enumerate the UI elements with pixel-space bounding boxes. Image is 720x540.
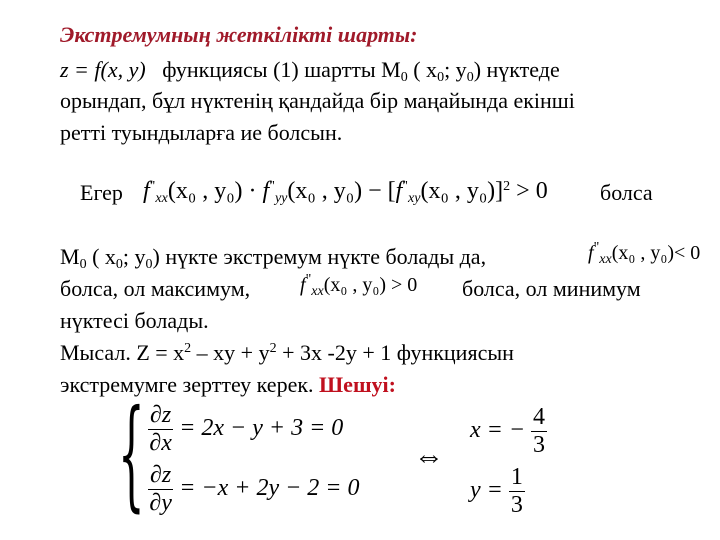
math-relation: < 0 [673,242,701,264]
text-fragment: экстремумге зерттеу керек. [60,372,314,397]
equation-rhs: = 2x − y + 3 = 0 [179,415,344,442]
section-title: Экстремумның жеткілікті шарты: [60,22,418,47]
math-superscript: " [593,240,600,255]
text-fragment: – xy + y [191,340,270,365]
math-subscript: xx [155,191,168,206]
math-superscript: " [149,179,156,194]
text-fragment: ( x [407,57,438,82]
fraction-denominator: ∂x [149,430,172,456]
math-subscript: xy [408,191,421,206]
math-relation: > 0 [516,178,548,204]
text-fragment: функциясы (1) шартты М [162,57,401,82]
solution-x [470,404,547,459]
text-fragment: ( x [86,244,116,269]
math-operator: · [248,178,257,204]
text-line-7-b: болса, ол минимум [462,276,641,301]
math-args: (x₀ , y₀) [287,178,363,204]
text-line-3: орындап, бұл нүктенің қандайда бір маңайында екінші [60,88,575,113]
math-args: (x₀ , y₀) [611,242,674,264]
equation-1 [148,402,343,457]
text-line-6 [60,244,486,270]
fraction-numerator: 1 [510,464,523,490]
subscript: 0 [437,70,445,85]
fraction-numerator: 4 [533,404,546,430]
text-fragment: ) нүктеде [473,57,560,82]
partial-fraction [148,402,173,457]
max-condition-formula [588,242,700,265]
math-subscript: xx [311,284,324,299]
partial-fraction [148,462,173,517]
superscript: 2 [184,341,192,356]
math-symbol: f [395,178,403,204]
equivalence-arrow: ⇔ [414,440,444,473]
text-fragment: ; y [444,57,467,82]
math-operator: − [ [368,178,396,204]
math-args: (x₀ , y₀) [420,178,496,204]
subscript: 0 [400,70,408,85]
subscript: 0 [145,257,153,272]
text-fragment: Мысал. Z = x [60,340,185,365]
math-symbol: f [143,178,150,204]
fraction-denominator: 3 [533,432,546,458]
math-superscript: 2 [503,179,511,194]
fraction-numerator: ∂z [150,462,172,488]
math-relation: > 0 [390,274,418,296]
solution-fraction [531,404,547,459]
math-operator: ] [495,178,504,204]
text-line-10 [60,372,396,398]
math-superscript: " [269,179,275,194]
subscript: 0 [115,257,123,272]
solution-lhs: x = − [470,417,526,444]
equation-2 [148,462,359,517]
text-fragment: ; y [122,244,146,269]
function-notation: z = f(x, y) [60,57,146,82]
fraction-numerator: ∂z [150,402,172,428]
superscript: 2 [269,341,277,356]
math-symbol: f [588,242,594,264]
equation-rhs: = −x + 2y − 2 = 0 [179,475,360,502]
math-superscript: " [305,272,312,287]
math-symbol: f [262,178,270,204]
text-line-4: ретті туындыларға ие болсын. [60,120,343,145]
math-superscript: " [402,179,409,194]
math-symbol: f [300,274,306,296]
text-line-2 [60,57,560,83]
text-line-7-a: болса, ол максимум, [60,276,251,301]
math-args: (x₀ , y₀) [167,178,243,204]
example-line [60,340,514,366]
text-fragment: ) нүкте экстремум нүкте болады да, [152,244,487,269]
text-fragment: + 3x -2y + 1 функциясын [276,340,514,365]
fraction-denominator: ∂y [149,490,172,516]
condition-formula [143,178,548,205]
condition-suffix: болса [600,180,653,205]
left-brace: { [118,385,145,524]
text-fragment: М [60,244,80,269]
solution-lhs: y = [470,477,503,504]
subscript: 0 [466,70,474,85]
solution-label: Шешуі: [319,372,396,397]
text-line-8: нүктесі болады. [60,308,209,333]
solution-fraction [509,464,525,519]
min-condition-formula [300,274,417,297]
subscript: 0 [79,257,87,272]
fraction-denominator: 3 [510,492,523,518]
math-subscript: xx [599,252,612,267]
condition-prefix: Егер [80,180,123,205]
solution-y [470,464,525,519]
math-subscript: yy [274,191,288,206]
math-args: (x₀ , y₀) [323,274,386,296]
